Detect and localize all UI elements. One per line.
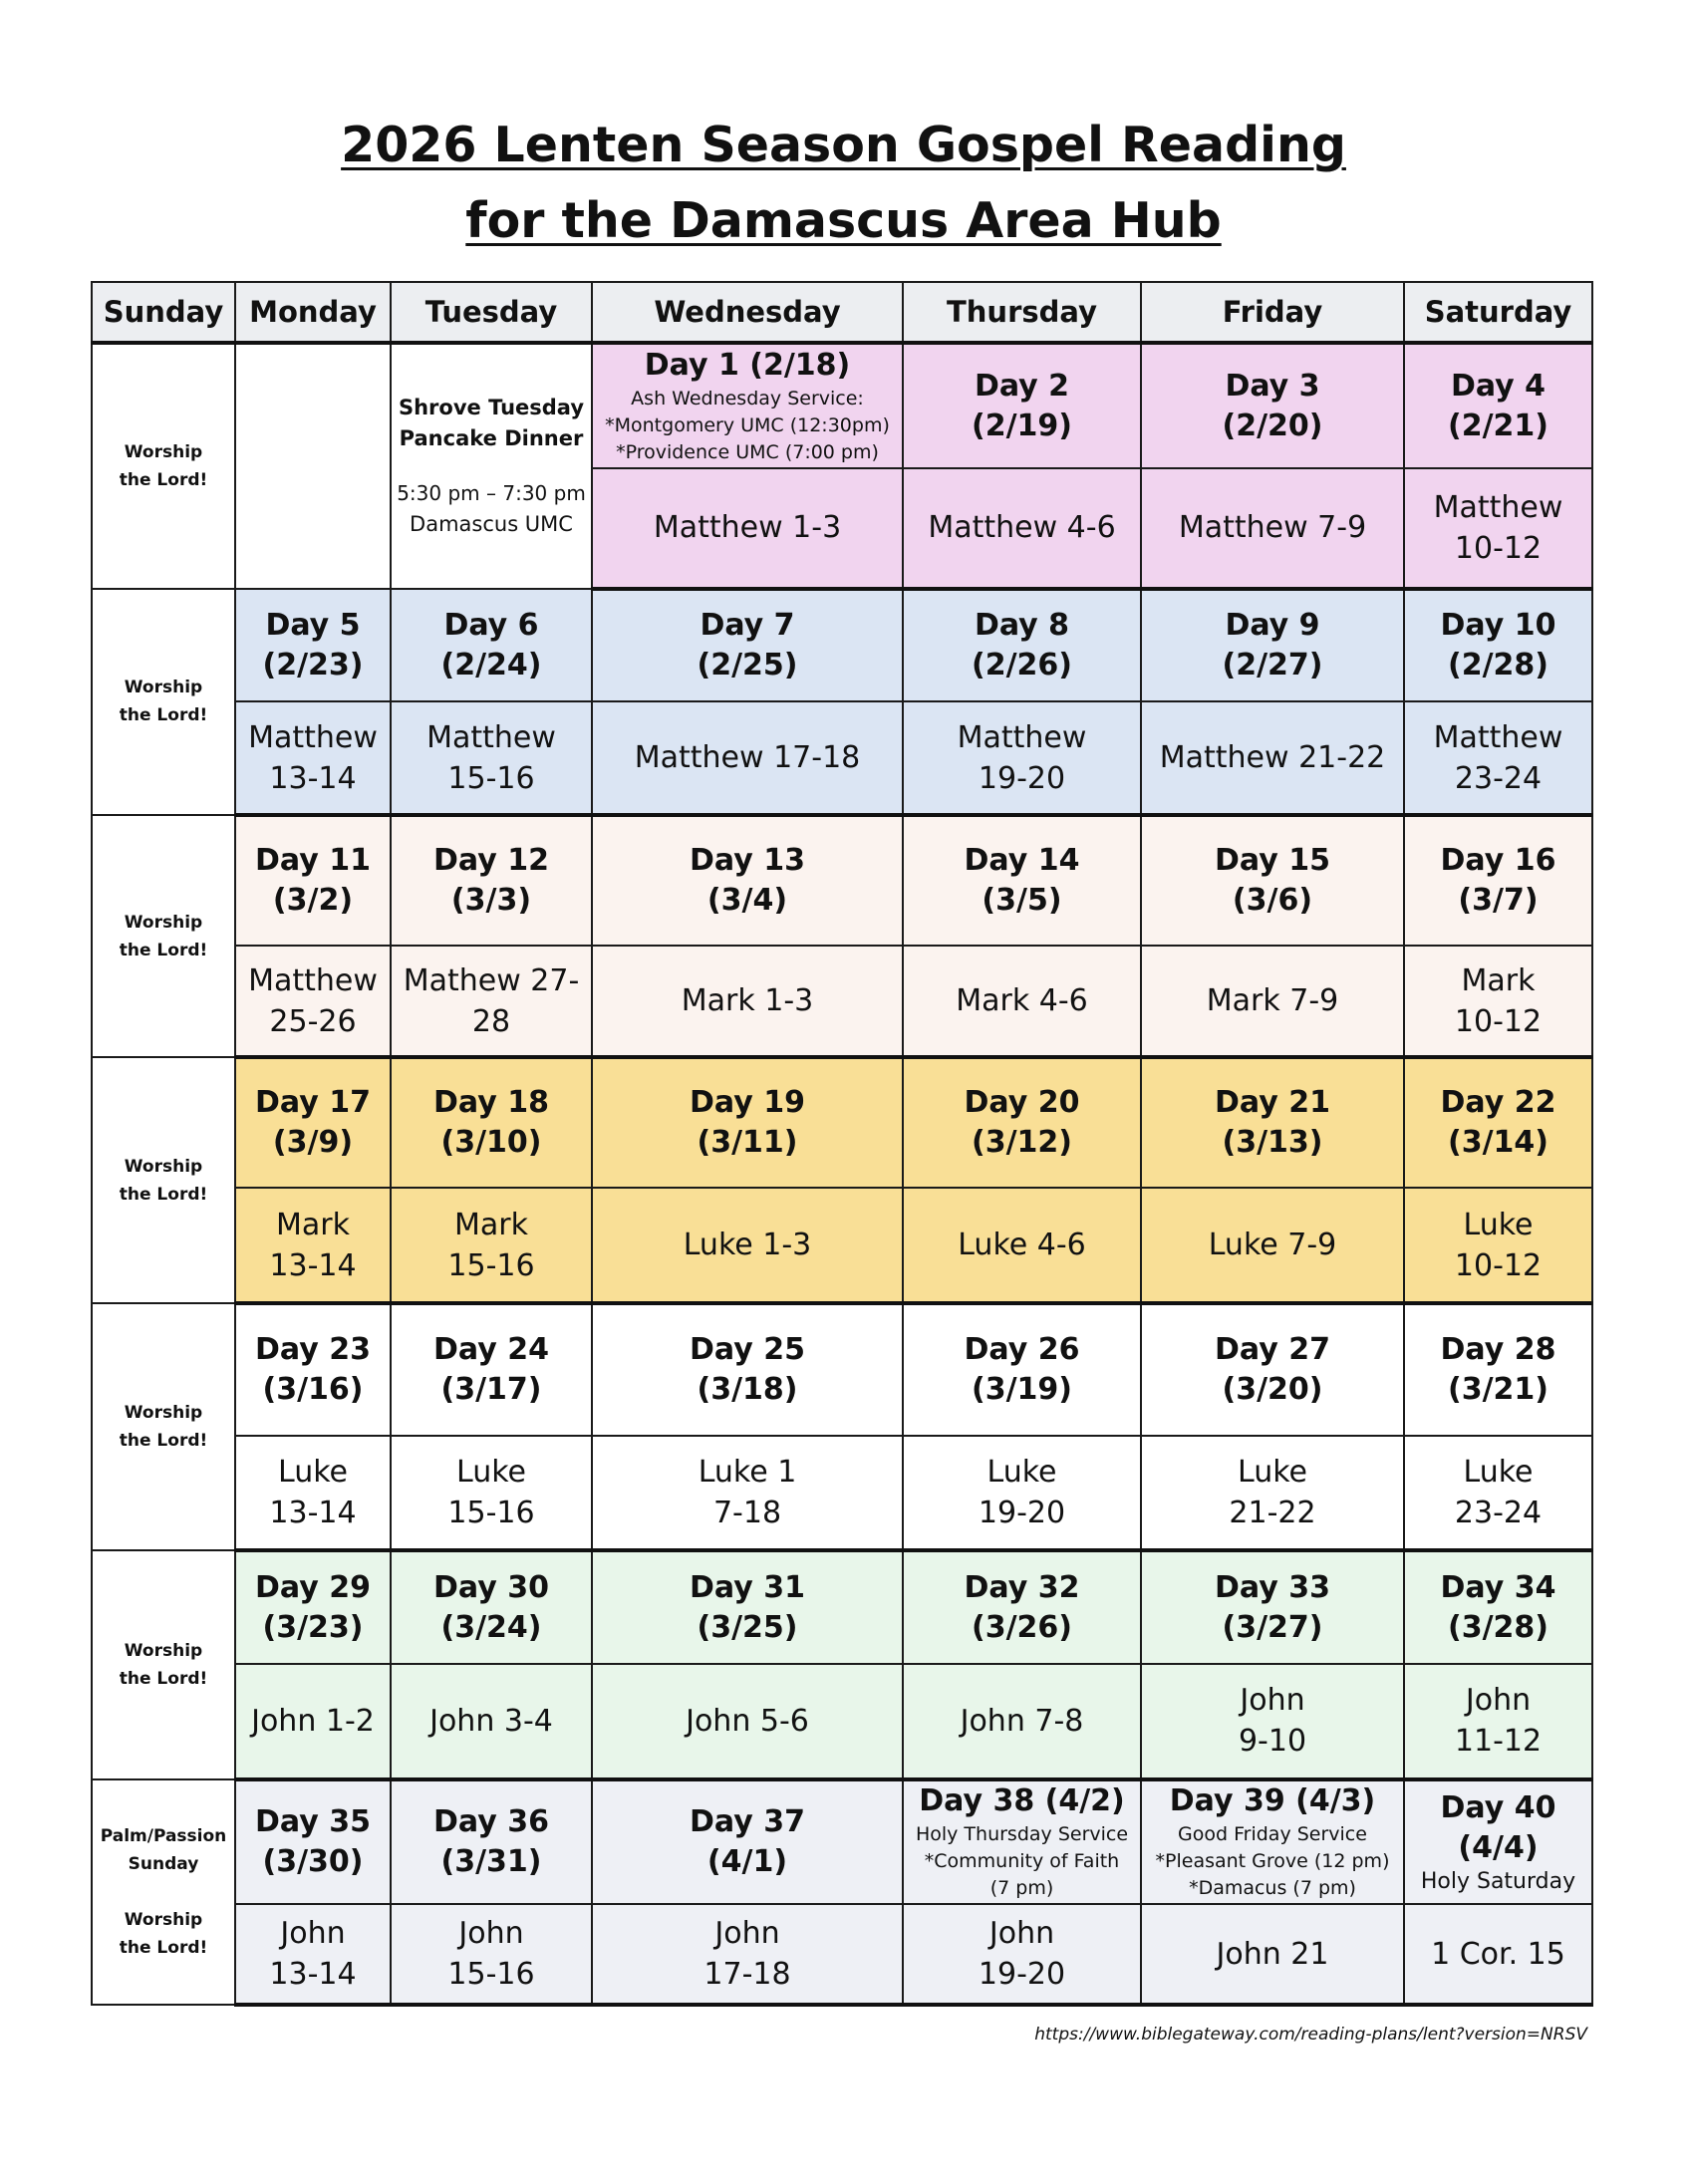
shrove-tuesday-cell [391, 343, 592, 588]
day-26-reading: Luke 19-20 [903, 1436, 1141, 1551]
day-28-cell: Day 28 (3/21) [1404, 1303, 1592, 1436]
week-7-day-row [92, 1779, 1592, 1905]
week-5-reading-row [92, 1436, 1592, 1551]
day-14-reading: Mark 4-6 [903, 946, 1141, 1058]
day-6-reading: Matthew 15-16 [391, 701, 592, 815]
day-4-reading: Matthew 10-12 [1404, 468, 1592, 589]
day-39-cell: Day 39 (4/3) Good Friday Service *Pleasant Grove (12 pm) *Damacus (7 pm) [1141, 1779, 1404, 1905]
day-25-reading: Luke 1 7-18 [592, 1436, 903, 1551]
day-1-cell: Day 1 (2/18) Ash Wednesday Service: *Montgomery UMC (12:30pm) *Providence UMC (7:00 pm) [592, 343, 903, 468]
day-15-cell: Day 15 (3/6) [1141, 815, 1404, 946]
week-1-day-row [92, 343, 1592, 468]
week-6-day-row [92, 1550, 1592, 1664]
title-line-2: for the Damascus Area Hub [465, 192, 1222, 249]
week-7-reading-row [92, 1904, 1592, 2005]
shrove-time: 5:30 pm – 7:30 pm [397, 481, 586, 506]
day-10-cell: Day 10 (2/28) [1404, 589, 1592, 702]
shrove-title: Shrove Tuesday [398, 396, 585, 420]
week-4-reading-row [92, 1188, 1592, 1303]
day-37-cell: Day 37 (4/1) [592, 1779, 903, 1905]
day-16-reading: Mark 10-12 [1404, 946, 1592, 1058]
day-32-cell: Day 32 (3/26) [903, 1550, 1141, 1664]
day-40-reading: 1 Cor. 15 [1404, 1904, 1592, 2005]
day-33-reading: John 9-10 [1141, 1664, 1404, 1779]
day-12-cell: Day 12 (3/3) [391, 815, 592, 946]
sunday-worship-cell: Worship the Lord! [92, 1057, 235, 1302]
day-3-reading: Matthew 7-9 [1141, 468, 1404, 589]
day-5-reading: Matthew 13-14 [235, 701, 391, 815]
day-39-reading: John 21 [1141, 1904, 1404, 2005]
day-22-reading: Luke 10-12 [1404, 1188, 1592, 1303]
week-5-day-row [92, 1303, 1592, 1436]
day-9-reading: Matthew 21-22 [1141, 701, 1404, 815]
day-36-cell: Day 36 (3/31) [391, 1779, 592, 1905]
day-31-cell: Day 31 (3/25) [592, 1550, 903, 1664]
day-19-reading: Luke 1-3 [592, 1188, 903, 1303]
day-24-reading: Luke 15-16 [391, 1436, 592, 1551]
day-14-cell: Day 14 (3/5) [903, 815, 1141, 946]
sunday-worship-cell: Worship the Lord! [92, 1303, 235, 1550]
sunday-worship-cell: Worship the Lord! [92, 343, 235, 588]
day-6-cell: Day 6 (2/24) [391, 589, 592, 702]
day-23-reading: Luke 13-14 [235, 1436, 391, 1551]
header-friday: Friday [1141, 282, 1404, 343]
day-3-cell: Day 3 (2/20) [1141, 343, 1404, 468]
day-27-reading: Luke 21-22 [1141, 1436, 1404, 1551]
day-20-reading: Luke 4-6 [903, 1188, 1141, 1303]
week-4-day-row [92, 1057, 1592, 1188]
title-line-1: 2026 Lenten Season Gospel Reading [341, 117, 1346, 173]
day-21-reading: Luke 7-9 [1141, 1188, 1404, 1303]
sunday-worship-cell: Worship the Lord! [92, 589, 235, 815]
day-24-cell: Day 24 (3/17) [391, 1303, 592, 1436]
day-30-reading: John 3-4 [391, 1664, 592, 1779]
sunday-palm-worship-cell: Palm/Passion Sunday Worship the Lord! [92, 1779, 235, 2005]
day-29-reading: John 1-2 [235, 1664, 391, 1779]
shrove-place: Damascus UMC [410, 512, 573, 537]
day-18-reading: Mark 15-16 [391, 1188, 592, 1303]
day-8-reading: Matthew 19-20 [903, 701, 1141, 815]
day-2-cell: Day 2 (2/19) [903, 343, 1141, 468]
week-2-day-row [92, 589, 1592, 702]
day-27-cell: Day 27 (3/20) [1141, 1303, 1404, 1436]
day-1-reading: Matthew 1-3 [592, 468, 903, 589]
week-2-reading-row [92, 701, 1592, 815]
day-20-cell: Day 20 (3/12) [903, 1057, 1141, 1188]
monday-empty-cell [235, 343, 391, 588]
header-wednesday: Wednesday [592, 282, 903, 343]
day-35-reading: John 13-14 [235, 1904, 391, 2005]
header-row [92, 282, 1592, 343]
day-35-cell: Day 35 (3/30) [235, 1779, 391, 1905]
day-40-cell: Day 40 (4/4) Holy Saturday [1404, 1779, 1592, 1905]
day-8-cell: Day 8 (2/26) [903, 589, 1141, 702]
day-25-cell: Day 25 (3/18) [592, 1303, 903, 1436]
day-17-cell: Day 17 (3/9) [235, 1057, 391, 1188]
sunday-worship-cell: Worship the Lord! [92, 815, 235, 1057]
day-36-reading: John 15-16 [391, 1904, 592, 2005]
page-title [0, 108, 1687, 259]
day-7-reading: Matthew 17-18 [592, 701, 903, 815]
day-7-cell: Day 7 (2/25) [592, 589, 903, 702]
day-29-cell: Day 29 (3/23) [235, 1550, 391, 1664]
day-28-reading: Luke 23-24 [1404, 1436, 1592, 1551]
day-11-reading: Matthew 25-26 [235, 946, 391, 1058]
day-19-cell: Day 19 (3/11) [592, 1057, 903, 1188]
week-3-reading-row [92, 946, 1592, 1058]
shrove-subtitle: Pancake Dinner [399, 426, 584, 451]
day-4-cell: Day 4 (2/21) [1404, 343, 1592, 468]
day-30-cell: Day 30 (3/24) [391, 1550, 592, 1664]
day-15-reading: Mark 7-9 [1141, 946, 1404, 1058]
day-12-reading: Mathew 27- 28 [391, 946, 592, 1058]
week-3-day-row [92, 815, 1592, 946]
week-6-reading-row [92, 1664, 1592, 1779]
day-5-cell: Day 5 (2/23) [235, 589, 391, 702]
source-url: https://www.biblegateway.com/reading-plans/lent?version=NRSV [1034, 2025, 1587, 2045]
day-32-reading: John 7-8 [903, 1664, 1141, 1779]
day-21-cell: Day 21 (3/13) [1141, 1057, 1404, 1188]
header-sunday: Sunday [92, 282, 235, 343]
day-13-reading: Mark 1-3 [592, 946, 903, 1058]
day-2-reading: Matthew 4-6 [903, 468, 1141, 589]
header-thursday: Thursday [903, 282, 1141, 343]
day-38-cell: Day 38 (4/2) Holy Thursday Service *Community of Faith (7 pm) [903, 1779, 1141, 1905]
header-saturday: Saturday [1404, 282, 1592, 343]
day-22-cell: Day 22 (3/14) [1404, 1057, 1592, 1188]
sunday-worship-cell: Worship the Lord! [92, 1550, 235, 1778]
day-34-cell: Day 34 (3/28) [1404, 1550, 1592, 1664]
day-18-cell: Day 18 (3/10) [391, 1057, 592, 1188]
day-38-reading: John 19-20 [903, 1904, 1141, 2005]
day-16-cell: Day 16 (3/7) [1404, 815, 1592, 946]
day-10-reading: Matthew 23-24 [1404, 701, 1592, 815]
day-17-reading: Mark 13-14 [235, 1188, 391, 1303]
day-11-cell: Day 11 (3/2) [235, 815, 391, 946]
day-26-cell: Day 26 (3/19) [903, 1303, 1141, 1436]
day-23-cell: Day 23 (3/16) [235, 1303, 391, 1436]
day-37-reading: John 17-18 [592, 1904, 903, 2005]
day-31-reading: John 5-6 [592, 1664, 903, 1779]
day-33-cell: Day 33 (3/27) [1141, 1550, 1404, 1664]
reading-calendar-table [91, 281, 1593, 2007]
day-34-reading: John 11-12 [1404, 1664, 1592, 1779]
day-13-cell: Day 13 (3/4) [592, 815, 903, 946]
header-tuesday: Tuesday [391, 282, 592, 343]
header-monday: Monday [235, 282, 391, 343]
day-9-cell: Day 9 (2/27) [1141, 589, 1404, 702]
